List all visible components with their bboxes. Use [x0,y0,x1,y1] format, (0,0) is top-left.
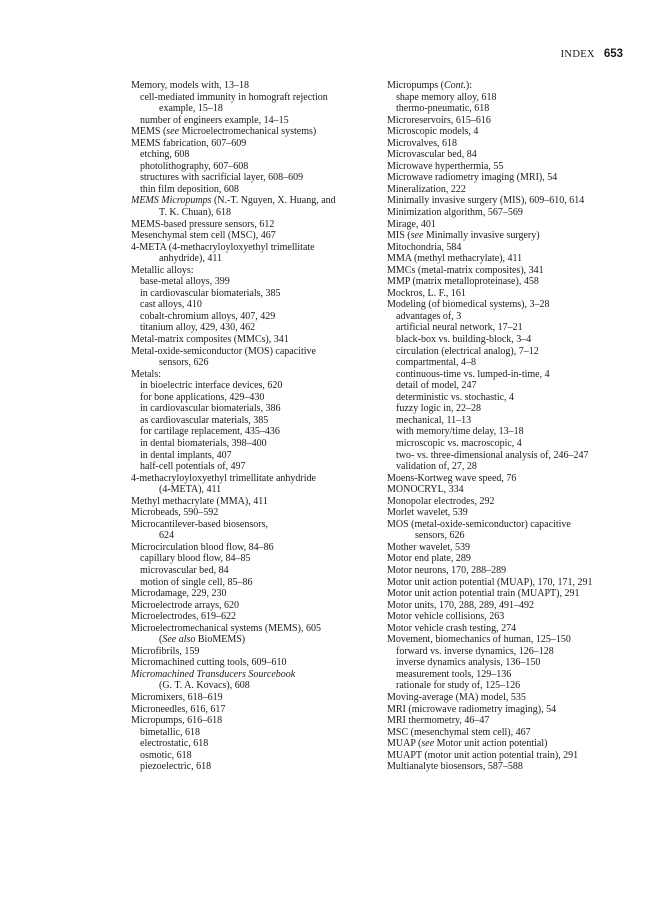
index-subentry: deterministic vs. stochastic, 4 [396,391,515,403]
index-subentry: advantages of, 3 [396,310,462,322]
index-subentry: measurement tools, 129–136 [396,668,512,680]
index-entry: Microbeads, 590–592 [131,507,219,519]
index-subentry: cell-mediated immunity in homograft rejection [140,91,328,103]
index-subentry: electrostatic, 618 [140,738,209,750]
index-subentry: fuzzy logic in, 22–28 [396,403,481,415]
index-entry: Movement, biomechanics of human, 125–150 [387,634,571,646]
index-entry: Microreservoirs, 615–616 [387,114,491,126]
index-subentry: number of engineers example, 14–15 [140,114,289,126]
index-subentry: structures with sacrificial layer, 608–609 [140,172,304,184]
index-subentry: rationale for study of, 125–126 [396,680,521,692]
index-entry: Multianalyte biosensors, 587–588 [387,761,523,773]
index-subentry: etching, 608 [140,149,190,161]
entry-text-part: Cont. [443,80,466,91]
index-subentry: in dental implants, 407 [140,449,232,461]
index-subentry: shape memory alloy, 618 [396,91,497,103]
index-subentry: thermo-pneumatic, 618 [396,103,490,115]
index-column-right [387,80,633,773]
index-entry: Microwave hyperthermia, 55 [387,160,504,172]
index-entry: Minimization algorithm, 567–569 [387,207,523,219]
index-subentry: circulation (electrical analog), 7–12 [396,345,539,357]
index-entry: Moving-average (MA) model, 535 [387,691,526,703]
index-subentry: forward vs. inverse dynamics, 126–128 [396,645,554,657]
index-subentry: for cartilage replacement, 435–436 [140,426,280,438]
index-subentry: microscopic vs. macroscopic, 4 [396,437,522,449]
index-entry-continuation: anhydride), 411 [159,253,222,265]
index-subentry: continuous-time vs. lumped-in-time, 4 [396,368,550,380]
entry-text-part: Micromachined Transducers Sourcebook [131,668,296,680]
index-subentry: as cardiovascular materials, 385 [140,414,269,426]
index-entry: Microneedles, 616, 617 [131,703,226,715]
index-entry: Microdamage, 229, 230 [131,588,227,600]
index-entry: Moens-Kortweg wave speed, 76 [387,472,517,484]
index-entry: Mesenchymal stem cell (MSC), 467 [131,230,276,242]
entry-text-part: See also [162,634,196,646]
index-entry: Motor units, 170, 288, 289, 491–492 [387,599,534,611]
index-entry: MRI (microwave radiometry imaging), 54 [387,703,557,715]
index-entry: 4-methacryloyloxyethyl trimellitate anhydride [131,472,316,484]
index-subentry: mechanical, 11–13 [396,414,472,426]
index-entry: Motor unit action potential (MUAP), 170, 171, 291 [387,576,593,588]
index-subentry: piezoelectric, 618 [140,761,212,773]
index-entry: Metal-matrix composites (MMCs), 341 [131,334,289,346]
index-entry: Microwave radiometry imaging (MRI), 54 [387,172,558,184]
index-entry: Micromixers, 618–619 [131,691,223,703]
index-entry-continuation: (4-META), 411 [159,484,222,496]
index-subentry: bimetallic, 618 [140,726,200,738]
index-entry: Modeling (of biomedical systems), 3–28 [387,299,550,311]
index-entry: Monopolar electrodes, 292 [387,495,495,507]
entry-text-part: ): [465,80,473,91]
entry-text-part: BioMEMS) [195,634,246,646]
index-subentry: with memory/time delay, 13–18 [396,426,524,438]
index-entry: Mitochondria, 584 [387,241,462,253]
index-entry-continuation [131,634,363,646]
index-entry: Metals: [131,368,161,380]
header-label: INDEX [560,49,595,60]
index-subentry: titanium alloy, 429, 430, 462 [140,322,256,334]
index-subentry: motion of single cell, 85–86 [140,576,253,588]
index-entry: Mother wavelet, 539 [387,541,471,553]
index-entry: Mineralization, 222 [387,183,466,195]
index-entry [131,126,363,138]
index-entry-continuation: sensors, 626 [159,357,209,369]
index-entry: Microscopic models, 4 [387,126,479,138]
index-entry: Micromachined cutting tools, 609–610 [131,657,287,669]
index-entry: Microelectrodes, 619–622 [131,611,236,623]
entry-text-part: MEMS Micropumps [131,195,212,207]
entry-text-part: MUAP ( [387,738,422,750]
entry-text-part: see [421,738,435,750]
index-subentry: two- vs. three-dimensional analysis of, 246–247 [396,449,589,461]
index-entry: Microelectrode arrays, 620 [131,599,240,611]
index-entry [131,195,363,207]
index-entry [387,230,633,242]
index-entry: MRI thermometry, 46–47 [387,715,490,727]
entry-text-part: Micropumps ( [387,80,444,91]
index-entry: Metallic alloys: [131,264,194,276]
index-column-left [131,80,363,773]
index-entry: MOS (metal-oxide-semiconductor) capacitive [387,518,571,530]
index-entry: Morlet wavelet, 539 [387,507,468,519]
index-entry [387,80,633,92]
index-entry: Microvalves, 618 [387,137,457,149]
index-entry: Methyl methacrylate (MMA), 411 [131,495,268,507]
index-entry [131,669,363,681]
index-entry-continuation: example, 15–18 [159,103,223,115]
index-entry: Motor neurons, 170, 288–289 [387,564,507,576]
index-subentry: thin film deposition, 608 [140,183,239,195]
index-entry: MEMS fabrication, 607–609 [131,137,247,149]
index-entry-continuation: sensors, 626 [415,530,465,542]
index-entry: Motor unit action potential train (MUAPT), 291 [387,588,580,600]
index-subentry: black-box vs. building-block, 3–4 [396,334,532,346]
index-subentry: compartmental, 4–8 [396,357,476,369]
index-subentry: base-metal alloys, 399 [140,276,230,288]
index-entry: Micropumps, 616–618 [131,715,223,727]
index-entry: Microfibrils, 159 [131,645,200,657]
index-entry: MEMS-based pressure sensors, 612 [131,218,275,230]
index-entry: Microcirculation blood flow, 84–86 [131,541,274,553]
index-subentry: in cardiovascular biomaterials, 386 [140,403,281,415]
index-entry-continuation: T. K. Chuan), 618 [159,207,232,219]
entry-text-part: Minimally invasive surgery) [423,230,540,242]
index-entry: Memory, models with, 13–18 [131,80,249,91]
index-subentry: cobalt-chromium alloys, 407, 429 [140,310,276,322]
index-entry-continuation: 624 [159,530,174,542]
index-entry: MMP (matrix metalloproteinase), 458 [387,276,539,288]
index-entry-continuation: (G. T. A. Kovacs), 608 [159,680,250,692]
index-entry: 4-META (4-methacryloyloxyethyl trimellitate [131,241,315,253]
index-subentry: photolithography, 607–608 [140,160,249,172]
index-subentry: in bioelectric interface devices, 620 [140,380,283,392]
index-entry [387,738,633,750]
index-subentry: half-cell potentials of, 497 [140,461,246,473]
entry-text-part: MEMS ( [131,126,167,138]
entry-text-part: Microelectromechanical systems) [179,126,317,138]
index-entry: MONOCRYL, 334 [387,484,464,496]
index-subentry: in cardiovascular biomaterials, 385 [140,287,281,299]
entry-text-part: see [410,230,424,242]
index-entry: Motor vehicle crash testing, 274 [387,622,517,634]
running-header [561,48,623,61]
index-entry: Mirage, 401 [387,218,436,230]
index-entry: MMA (methyl methacrylate), 411 [387,253,523,265]
index-entry: Minimally invasive surgery (MIS), 609–610, 614 [387,195,585,207]
index-entry: Mockros, L. F., 161 [387,287,466,299]
index-subentry: validation of, 27, 28 [396,461,477,473]
index-entry: MUAPT (motor unit action potential train), 291 [387,749,579,761]
index-entry: Metal-oxide-semiconductor (MOS) capacitive [131,345,316,357]
index-subentry: capillary blood flow, 84–85 [140,553,251,565]
index-entry: Microcantilever-based biosensors, [131,518,268,530]
index-entry: MMCs (metal-matrix composites), 341 [387,264,544,276]
page-number: 653 [603,48,623,60]
index-subentry: osmotic, 618 [140,749,192,761]
index-subentry: inverse dynamics analysis, 136–150 [396,657,541,669]
entry-text-part: see [166,126,180,138]
entry-text-part: MIS ( [387,230,411,242]
index-entry: MSC (mesenchymal stem cell), 467 [387,726,531,738]
index-entry: Motor vehicle collisions, 263 [387,611,505,623]
index-subentry: cast alloys, 410 [140,299,202,311]
index-subentry: in dental biomaterials, 398–400 [140,437,267,449]
index-subentry: artificial neural network, 17–21 [396,322,523,334]
entry-text-part: (N.-T. Nguyen, X. Huang, and [211,195,336,207]
index-subentry: detail of model, 247 [396,380,477,392]
index-entry: Microelectromechanical systems (MEMS), 605 [131,622,321,634]
index-subentry: for bone applications, 429–430 [140,391,265,403]
index-entry: Motor end plate, 289 [387,553,471,565]
index-entry: Microvascular bed, 84 [387,149,477,161]
entry-text-part: ( [159,634,163,646]
index-subentry: microvascular bed, 84 [140,564,229,576]
entry-text-part: Motor unit action potential) [434,738,548,750]
